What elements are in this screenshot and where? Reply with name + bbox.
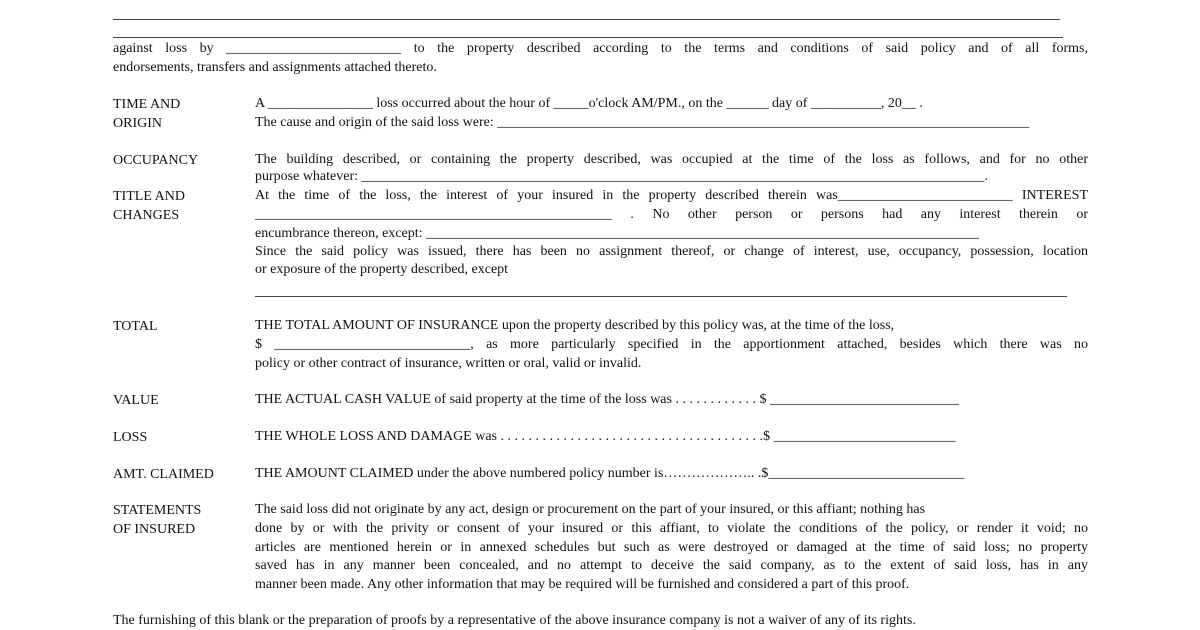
total-line-2: $ ____________________________, as more particularly specified in the apportionment attached, besides which there was no — [255, 337, 1088, 352]
time-origin-line-1: A _______________ loss occurred about the hour of _____o'clock AM/PM., on the ______ day of __________, 20__ . — [255, 96, 923, 111]
label-title-and-changes: TITLE AND CHANGES — [113, 189, 185, 223]
occupancy-line-1: The building described, or containing the property described, was occupied at the time of the loss as follows, and for no other — [255, 152, 1088, 167]
title-changes-line-1: At the time of the loss, the interest of your insured in the property described therein was_________________________ INTEREST — [255, 188, 1088, 203]
title-changes-line-2: ___________________________________________________ . No other person or persons had any interest therein or — [255, 207, 1088, 222]
occupancy-line-2: purpose whatever: _________________________________________________________________________________________. — [255, 169, 989, 184]
statements-line-5: manner been made. Any other information that may be required will be furnished and considered a part of this proof. — [255, 577, 910, 592]
label-amt-claimed: AMT. CLAIMED — [113, 467, 214, 482]
label-loss: LOSS — [113, 430, 148, 445]
blank-line-top-1 — [113, 19, 1060, 20]
title-changes-line-3: encumbrance thereon, except: _______________________________________________________________________________ — [255, 226, 980, 241]
title-changes-line-5: or exposure of the property described, except — [255, 262, 509, 277]
footer-notice: The furnishing of this blank or the preparation of proofs by a representative of the above insurance company is not a waiver of any of its rights. — [113, 613, 916, 628]
amt-claimed-line: THE AMOUNT CLAIMED under the above numbered policy number is……………….. .$____________________________ — [255, 466, 965, 481]
title-changes-line-4: Since the said policy was issued, there has been no assignment thereof, or change of interest, use, occupancy, possession, location — [255, 244, 1088, 259]
value-line: THE ACTUAL CASH VALUE of said property at the time of the loss was . . . . . . . . . . . . $ ___________________________ — [255, 392, 959, 407]
intro-line-1: against loss by _________________________ to the property described according to the terms and conditions of said policy and of all forms, — [113, 41, 1088, 56]
label-time-and-origin: TIME AND ORIGIN — [113, 97, 181, 131]
blank-line-exposure — [255, 296, 1067, 297]
total-line-3: policy or other contract of insurance, written or oral, valid or invalid. — [255, 356, 642, 371]
label-total: TOTAL — [113, 319, 158, 334]
statements-line-3: articles are mentioned herein or in annexed schedules but such as were destroyed or damaged at the time of said loss; no property — [255, 540, 1088, 555]
label-value: VALUE — [113, 393, 159, 408]
total-line-1: THE TOTAL AMOUNT OF INSURANCE upon the property described by this policy was, at the time of the loss, — [255, 318, 895, 333]
statements-line-1: The said loss did not originate by any act, design or procurement on the part of your insured, or this affiant; nothing has — [255, 502, 926, 517]
statements-line-4: saved has in any manner been concealed, and no attempt to deceive the said company, as to the extent of said loss, has in any — [255, 558, 1088, 573]
label-statements-of-insured: STATEMENTS OF INSURED — [113, 503, 202, 537]
time-origin-line-2: The cause and origin of the said loss were: ____________________________________________________________________________ — [255, 115, 1030, 130]
statements-line-2: done by or with the privity or consent of your insured or this affiant, to violate the conditions of the policy, or render it void; no — [255, 521, 1088, 536]
label-occupancy: OCCUPANCY — [113, 153, 199, 168]
loss-line: THE WHOLE LOSS AND DAMAGE was . . . . . . . . . . . . . . . . . . . . . . . . . . . . . . . . . . . . . .$ __________________________ — [255, 429, 956, 444]
intro-line-2: endorsements, transfers and assignments attached thereto. — [113, 60, 437, 75]
blank-line-top-2 — [113, 37, 1063, 38]
